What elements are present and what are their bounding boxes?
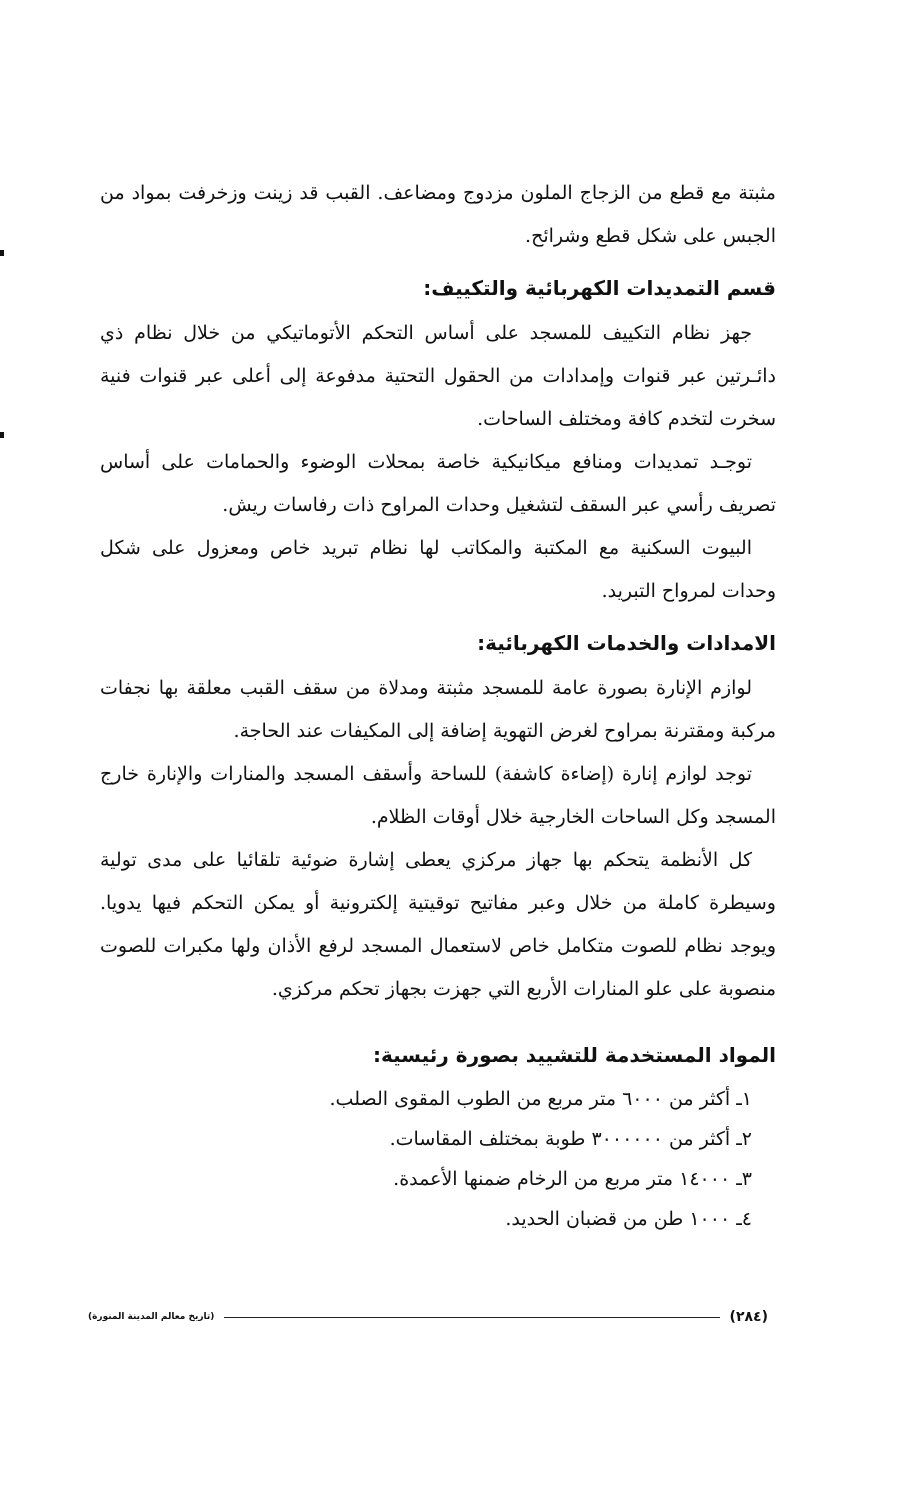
list-item: ١ـ أكثر من ٦٠٠٠ متر مربع من الطوب المقوى الصلب. — [329, 1088, 752, 1110]
list-item: ٢ـ أكثر من ٣٠٠٠٠٠٠ طوبة بمختلف المقاسات. — [389, 1128, 752, 1150]
section-heading-electric: الامدادات والخدمات الكهربائية: — [477, 631, 776, 655]
footer-rule — [224, 1317, 719, 1318]
page-footer — [88, 1305, 768, 1329]
body-paragraph: جهز نظام التكييف للمسجد على أساس التحكم الأتوماتيكي من خلال نظام ذي دائـرتين عبر قنوات وإمدادات من الحقول التحتية مدفوعة إلى أعلى عبر قنوات فنية سخرت لتخدم كافة ومختلف الساحات. — [100, 322, 776, 430]
body-paragraph: توجد لوازم إنارة (إضاءة كاشفة) للساحة وأسقف المسجد والمنارات والإنارة خارج المسجد وكل الساحات الخارجية خلال أوقات الظلام. — [100, 763, 776, 828]
materials-list — [100, 1079, 776, 1239]
body-paragraph: كل الأنظمة يتحكم بها جهاز مركزي يعطى إشارة ضوئية تلقائيا على مدى تولية وسيطرة كاملة من خلال وعبر مفاتيح توقيتية إلكترونية أو يمكن التحكم فيها يدويا. ويوجد نظام للصوت متكامل خاص لاستعمال المسجد لرفع الأذان ولها مكبرات للصوت منصوبة على علو المنارات الأربع التي جهزت بجهاز تحكم مركزي. — [100, 849, 776, 1000]
section-heading-materials: المواد المستخدمة للتشييد بصورة رئيسية: — [372, 1043, 776, 1067]
section-heading-ac: قسم التمديدات الكهربائية والتكييف: — [423, 276, 776, 300]
page-number: (٢٨٤) — [729, 1309, 768, 1325]
body-paragraph: البيوت السكنية مع المكتبة والمكاتب لها نظام تبريد خاص ومعزول على شكل وحدات لمرواح التبريد. — [100, 537, 776, 602]
list-item: ٣ـ ١٤٠٠٠ متر مربع من الرخام ضمنها الأعمدة. — [393, 1168, 752, 1190]
list-item: ٤ـ ١٠٠٠ طن من قضبان الحديد. — [505, 1208, 752, 1230]
body-paragraph: توجـد تمديدات ومنافع ميكانيكية خاصة بمحلات الوضوء والحمامات على أساس تصريف رأسي عبر السقف لتشغيل وحدات المراوح ذات رفاسات ريش. — [100, 451, 776, 516]
opening-paragraph: مثبتة مع قطع من الزجاج الملون مزدوج ومضاعف. القبب قد زينت وزخرفت بمواد من الجبس على شكل قطع وشرائح. — [100, 182, 776, 247]
margin-mark — [0, 432, 4, 438]
page-body — [100, 172, 776, 1239]
body-paragraph: لوازم الإنارة بصورة عامة للمسجد مثبتة ومدلاة من سقف القبب معلقة بها نجفات مركبة ومقترنة بمراوح لغرض التهوية إضافة إلى المكيفات عند الحاجة. — [100, 677, 776, 742]
running-title: (تاريخ معالم المدينة المنورة) — [88, 1312, 215, 1322]
margin-mark — [0, 250, 4, 256]
